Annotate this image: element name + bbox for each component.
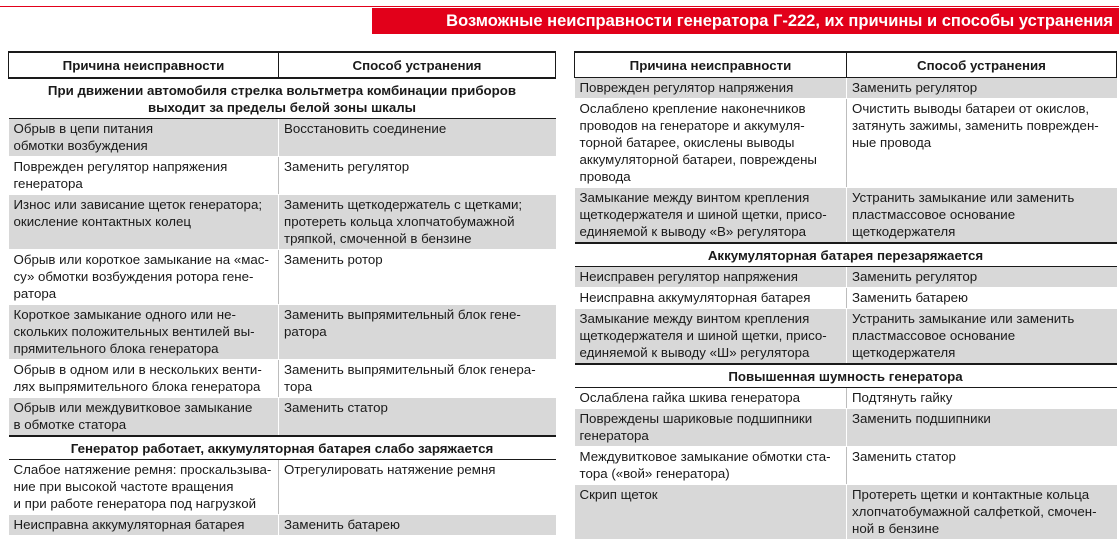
cause-cell xyxy=(575,288,847,309)
table-row xyxy=(575,388,1117,409)
cause-cell xyxy=(575,409,847,447)
cause-cell xyxy=(9,119,279,157)
text-line: Обрыв в одном или в нескольких венти- xyxy=(13,362,262,377)
table-row xyxy=(575,188,1117,244)
text-line: Замыкание между винтом крепления xyxy=(579,311,810,326)
remedy-cell xyxy=(847,388,1117,409)
text-line: Междувитковое замыкание обмотки ста- xyxy=(579,449,831,464)
remedy-cell xyxy=(279,460,556,515)
text-line: прямительного блока генератора xyxy=(13,341,219,356)
text-line: генератора xyxy=(13,176,83,191)
text-line: Заменить щеткодержатель с щетками; xyxy=(284,197,523,212)
text-line: Заменить батарею xyxy=(852,290,968,305)
cause-cell xyxy=(575,309,847,365)
text-line: щеткодержателя и шиной щетки, присо- xyxy=(579,328,827,343)
text-line: Обрыв в цепи питания xyxy=(13,121,154,136)
cause-cell xyxy=(575,447,847,485)
text-line: хлопчатобумажной салфеткой, смочен- xyxy=(852,504,1097,519)
section-title xyxy=(9,436,556,460)
table-row xyxy=(575,485,1117,540)
text-line: Заменить регулятор xyxy=(852,80,978,95)
text-line: Очистить выводы батареи от окислов, xyxy=(852,101,1090,116)
text-line: генератора xyxy=(579,428,649,443)
section-header xyxy=(575,243,1117,267)
text-line: скольких положительных вентилей вы- xyxy=(13,324,255,339)
text-line: ные провода xyxy=(852,135,932,150)
text-line: пластмассовое основание xyxy=(852,207,1016,222)
table-row xyxy=(575,288,1117,309)
column-header-remedy: Способ устранения xyxy=(847,52,1117,78)
text-line: Заменить подшипники xyxy=(852,411,991,426)
text-line: Подтянуть гайку xyxy=(852,390,953,405)
text-line: Износ или зависание щеток генератора; xyxy=(13,197,263,212)
text-line: Повреждены шариковые подшипники xyxy=(579,411,813,426)
text-line: проводов на генераторе и аккумуля- xyxy=(579,118,805,133)
section-header xyxy=(9,436,556,460)
remedy-cell xyxy=(279,515,556,536)
cause-cell xyxy=(9,398,279,437)
text-line: Замыкание между винтом крепления xyxy=(579,190,810,205)
table-row xyxy=(9,360,556,398)
text-line: окисление контактных колец xyxy=(13,214,191,229)
text-line: торной батарее, окислены выводы xyxy=(579,135,795,150)
remedy-cell xyxy=(847,447,1117,485)
remedy-cell xyxy=(847,78,1117,99)
text-line: Неисправен регулятор напряжения xyxy=(579,269,798,284)
cause-cell xyxy=(575,78,847,99)
remedy-cell xyxy=(279,157,556,195)
section-title xyxy=(575,243,1117,267)
text-line: Обрыв или короткое замыкание на «мас- xyxy=(13,252,269,267)
text-line: ратора xyxy=(284,324,327,339)
table-row xyxy=(9,119,556,157)
text-line: Поврежден регулятор напряжения xyxy=(579,80,794,95)
right-table xyxy=(574,51,1117,540)
text-line: щеткодержателя xyxy=(852,345,956,360)
text-line: Аккумуляторная батарея перезаряжается xyxy=(707,248,984,263)
section-header xyxy=(9,78,556,119)
text-line: Заменить выпрямительный блок генера- xyxy=(284,362,536,377)
text-line: тора («вой» генератора) xyxy=(579,466,730,481)
cause-cell xyxy=(575,188,847,244)
text-line: лях выпрямительного блока генератора xyxy=(13,379,261,394)
text-line: Короткое замыкание одного или не- xyxy=(13,307,236,322)
cause-cell xyxy=(9,157,279,195)
text-line: Повышенная шумность генератора xyxy=(728,369,963,384)
remedy-cell xyxy=(279,195,556,250)
section-title xyxy=(9,78,556,119)
table-row xyxy=(9,515,556,536)
remedy-cell xyxy=(847,267,1117,288)
remedy-cell xyxy=(279,305,556,360)
remedy-cell xyxy=(847,288,1117,309)
left-table-body xyxy=(9,78,556,536)
cause-cell xyxy=(9,460,279,515)
text-line: су» обмотки возбуждения ротора гене- xyxy=(13,269,254,284)
text-line: щеткодержателя и шиной щетки, присо- xyxy=(579,207,827,222)
text-line: Заменить регулятор xyxy=(852,269,978,284)
text-line: и при работе генератора под нагрузкой xyxy=(13,496,257,511)
remedy-cell xyxy=(847,99,1117,188)
right-table-body xyxy=(575,78,1117,540)
remedy-cell xyxy=(847,485,1117,540)
text-line: Поврежден регулятор напряжения xyxy=(13,159,228,174)
table-row xyxy=(9,305,556,360)
text-line: протереть кольца хлопчатобумажной xyxy=(284,214,515,229)
text-line: обмотки возбуждения xyxy=(13,138,148,153)
cause-cell xyxy=(575,388,847,409)
page-title: Возможные неисправности генератора Г-222, их причины и способы устранения xyxy=(446,12,1113,30)
column-header-cause: Причина неисправности xyxy=(575,52,847,78)
text-line: Заменить статор xyxy=(284,400,388,415)
text-line: Заменить статор xyxy=(852,449,956,464)
text-line: ние при высокой частоте вращения xyxy=(13,479,234,494)
left-table xyxy=(8,51,556,536)
table-row xyxy=(9,157,556,195)
remedy-cell xyxy=(847,188,1117,244)
section-header xyxy=(575,364,1117,388)
cause-cell xyxy=(575,267,847,288)
cause-cell xyxy=(575,485,847,540)
remedy-cell xyxy=(847,309,1117,365)
text-line: Протереть щетки и контактные кольца xyxy=(852,487,1090,502)
text-line: ратора xyxy=(13,286,57,301)
text-line: выходит за пределы белой зоны шкалы xyxy=(147,100,417,115)
text-line: тряпкой, смоченной в бензине xyxy=(284,231,472,246)
text-line: Заменить ротор xyxy=(284,252,383,267)
text-line: Неисправна аккумуляторная батарея xyxy=(13,517,245,532)
cause-cell xyxy=(9,305,279,360)
text-line: Отрегулировать натяжение ремня xyxy=(284,462,496,477)
text-line: единяемой к выводу «Ш» регулятора xyxy=(579,345,810,360)
table-row xyxy=(9,460,556,515)
text-line: Неисправна аккумуляторная батарея xyxy=(579,290,811,305)
cause-cell xyxy=(9,360,279,398)
text-line: При движении автомобиля стрелка вольтметра комбинации приборов xyxy=(47,83,517,98)
title-banner xyxy=(0,0,1119,34)
text-line: Обрыв или междувитковое замыкание xyxy=(13,400,253,415)
text-line: щеткодержателя xyxy=(852,224,956,239)
text-line: Генератор работает, аккумуляторная батарея слабо заряжается xyxy=(70,441,494,456)
remedy-cell xyxy=(279,398,556,437)
text-line: провода xyxy=(579,169,631,184)
table-row xyxy=(575,78,1117,99)
remedy-cell xyxy=(847,409,1117,447)
text-line: тора xyxy=(284,379,313,394)
table-row xyxy=(575,409,1117,447)
cause-cell xyxy=(9,515,279,536)
table-row xyxy=(9,398,556,437)
text-line: затянуть зажимы, заменить поврежден- xyxy=(852,118,1099,133)
text-line: Заменить регулятор xyxy=(284,159,410,174)
table-row xyxy=(9,195,556,250)
table-row xyxy=(575,309,1117,365)
text-line: Слабое натяжение ремня: проскальзыва- xyxy=(13,462,272,477)
cause-cell xyxy=(9,250,279,305)
text-line: ной в бензине xyxy=(852,521,940,536)
table-row xyxy=(575,267,1117,288)
cause-cell xyxy=(9,195,279,250)
remedy-cell xyxy=(279,119,556,157)
text-line: аккумуляторной батареи, повреждены xyxy=(579,152,817,167)
table-row xyxy=(575,99,1117,188)
section-title xyxy=(575,364,1117,388)
remedy-cell xyxy=(279,250,556,305)
text-line: Восстановить соединение xyxy=(284,121,447,136)
text-line: пластмассовое основание xyxy=(852,328,1016,343)
column-header-remedy: Способ устранения xyxy=(279,52,556,78)
table-row xyxy=(575,447,1117,485)
text-line: Ослаблена гайка шкива генератора xyxy=(579,390,801,405)
text-line: Ослаблено крепление наконечников xyxy=(579,101,806,116)
text-line: Устранить замыкание или заменить xyxy=(852,190,1075,205)
remedy-cell xyxy=(279,360,556,398)
text-line: Устранить замыкание или заменить xyxy=(852,311,1075,326)
banner-top-rule xyxy=(0,6,1119,7)
column-header-cause: Причина неисправности xyxy=(9,52,279,78)
cause-cell xyxy=(575,99,847,188)
text-line: Скрип щеток xyxy=(579,487,658,502)
table-row xyxy=(9,250,556,305)
text-line: единяемой к выводу «В» регулятора xyxy=(579,224,807,239)
text-line: Заменить батарею xyxy=(284,517,400,532)
text-line: Заменить выпрямительный блок гене- xyxy=(284,307,521,322)
text-line: в обмотке статора xyxy=(13,417,127,432)
